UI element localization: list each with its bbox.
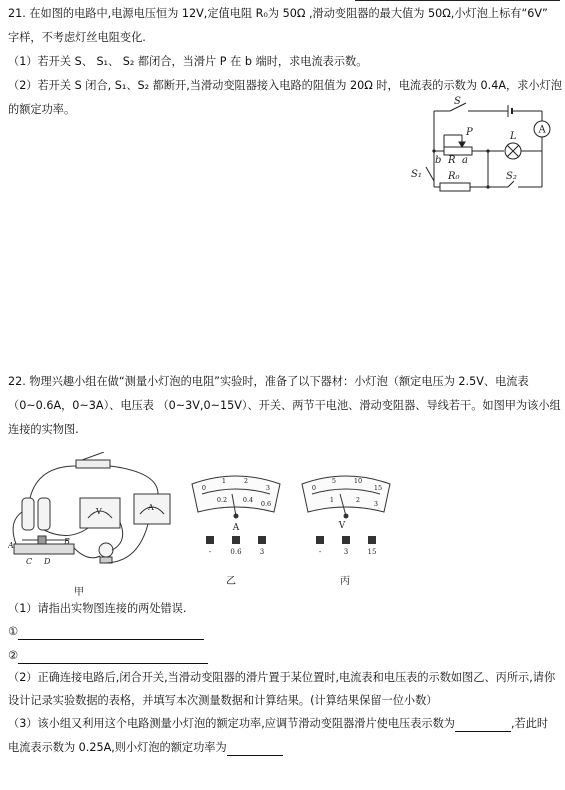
ammeter-tick-3: 3: [265, 484, 271, 492]
q21-part2b: 的额定功率。: [8, 103, 76, 116]
header-rule: [355, 0, 560, 1]
photo-label-A2: A: [148, 503, 154, 512]
label-A: A: [538, 124, 546, 136]
voltmeter-tick-2: 2: [355, 496, 361, 504]
q22-line3: 连接的实物图.: [8, 423, 79, 436]
photo-label-D: D: [44, 557, 51, 566]
answer-line-2: [8, 648, 208, 664]
label-S2: S₂: [506, 171, 517, 182]
q22-part3a: （3）该小组又利用这个电路测量小灯泡的额定功率,应调节滑动变阻器滑片使电压表示数为: [8, 717, 455, 730]
answer-blank-1[interactable]: [18, 627, 204, 640]
ammeter-terminal-neg: -: [208, 548, 212, 556]
label-R0: R₀: [448, 171, 460, 182]
answer-blank-power[interactable]: [227, 743, 283, 756]
ammeter-terminal-3: 3: [259, 548, 265, 556]
q21-line1: 21. 在如图的电路中,电源电压恒为 12V,定值电阻 R₀为 50Ω ,滑动变阻器的最大值为 50Ω,小灯泡上标有“6V”: [8, 7, 548, 20]
q22-part2b: 设计记录实验数据的表格，并填写本次测量数据和计算结果。(计算结果保留一位小数）: [8, 694, 438, 707]
label-a: a: [462, 155, 468, 166]
ammeter-tick-2: 2: [243, 477, 249, 485]
label-S1: S₁: [411, 169, 422, 180]
ammeter-unit: A: [232, 523, 240, 533]
voltmeter-tick-10: 10: [353, 477, 363, 485]
answer-marker-2: ②: [8, 649, 19, 662]
q22-part3b-line: [8, 740, 283, 756]
photo-label-A: A: [8, 541, 14, 550]
ammeter-tick-0: 0: [201, 484, 207, 492]
q22-part3a-line: [8, 716, 548, 732]
q22-part3a-tail: ,若此时: [511, 717, 549, 730]
caption-bing: 丙: [340, 576, 350, 587]
ammeter-tick-02: 0.2: [216, 496, 228, 504]
voltmeter-tick-0: 0: [311, 484, 317, 492]
q21-line2: 字样，不考虑灯丝电阻变化.: [8, 31, 146, 44]
ammeter-yi: [186, 472, 286, 562]
voltmeter-tick-1: 1: [329, 496, 335, 504]
circuit-diagram: [410, 95, 560, 195]
q22-part3b: 电流表示数为 0.25A,则小灯泡的额定功率为: [8, 741, 227, 754]
answer-marker-1: ①: [8, 625, 19, 638]
q21-part2a: （2）若开关 S 闭合, S₁、S₂ 都断开,当滑动变阻器接入电路的阻值为 20Ω 时，电流表的示数为 0.4A，求小灯泡: [8, 79, 562, 92]
answer-line-1: [8, 624, 204, 640]
ammeter-tick-1: 1: [221, 477, 227, 485]
label-L: L: [510, 131, 517, 142]
caption-yi: 乙: [226, 576, 236, 587]
q21-part1: （1）若开关 S、 S₁、 S₂ 都闭合，当滑片 P 在 b 端时，求电流表示数。: [8, 55, 368, 68]
answer-blank-2[interactable]: [18, 651, 208, 664]
q22-part1: （1）请指出实物图连接的两处错误.: [8, 602, 187, 615]
answer-blank-voltage[interactable]: [455, 719, 511, 732]
ammeter-tick-06: 0.6: [260, 500, 272, 508]
ammeter-tick-04: 0.4: [242, 496, 254, 504]
q22-line2: （0~0.6A，0~3A）、电压表 （0~3V,0~15V）、开关、两节干电池、滑动变阻器、导线若干。如图甲为该小组: [8, 399, 561, 412]
voltmeter-terminal-15: 15: [367, 548, 377, 556]
label-b: b: [435, 155, 442, 166]
ammeter-terminal-06: 0.6: [230, 548, 242, 556]
voltmeter-tick-15: 15: [373, 484, 383, 492]
label-S: S: [454, 96, 461, 107]
caption-jia: 甲: [74, 587, 84, 598]
voltmeter-terminal-3: 3: [343, 548, 349, 556]
q22-line1: 22. 物理兴趣小组在做“测量小灯泡的电阻”实验时，准备了以下器材：小灯泡（额定电压为 2.5V、电流表: [8, 375, 529, 388]
voltmeter-unit: V: [338, 521, 346, 531]
apparatus-photo-jia: [8, 452, 183, 582]
voltmeter-terminal-neg: -: [318, 548, 322, 556]
photo-label-B: B: [64, 537, 70, 546]
label-P: P: [466, 127, 473, 138]
q22-part2a: （2）正确连接电路后,闭合开关,当滑动变阻器的滑片置于某位置时,电流表和电压表的示数如图乙、丙所示,请你: [8, 671, 556, 684]
voltmeter-tick-5: 5: [331, 477, 337, 485]
photo-label-C: C: [26, 557, 33, 566]
voltmeter-bing: [296, 472, 396, 562]
photo-label-V: V: [96, 507, 102, 516]
label-R: R: [448, 155, 456, 166]
voltmeter-tick-3: 3: [373, 500, 379, 508]
